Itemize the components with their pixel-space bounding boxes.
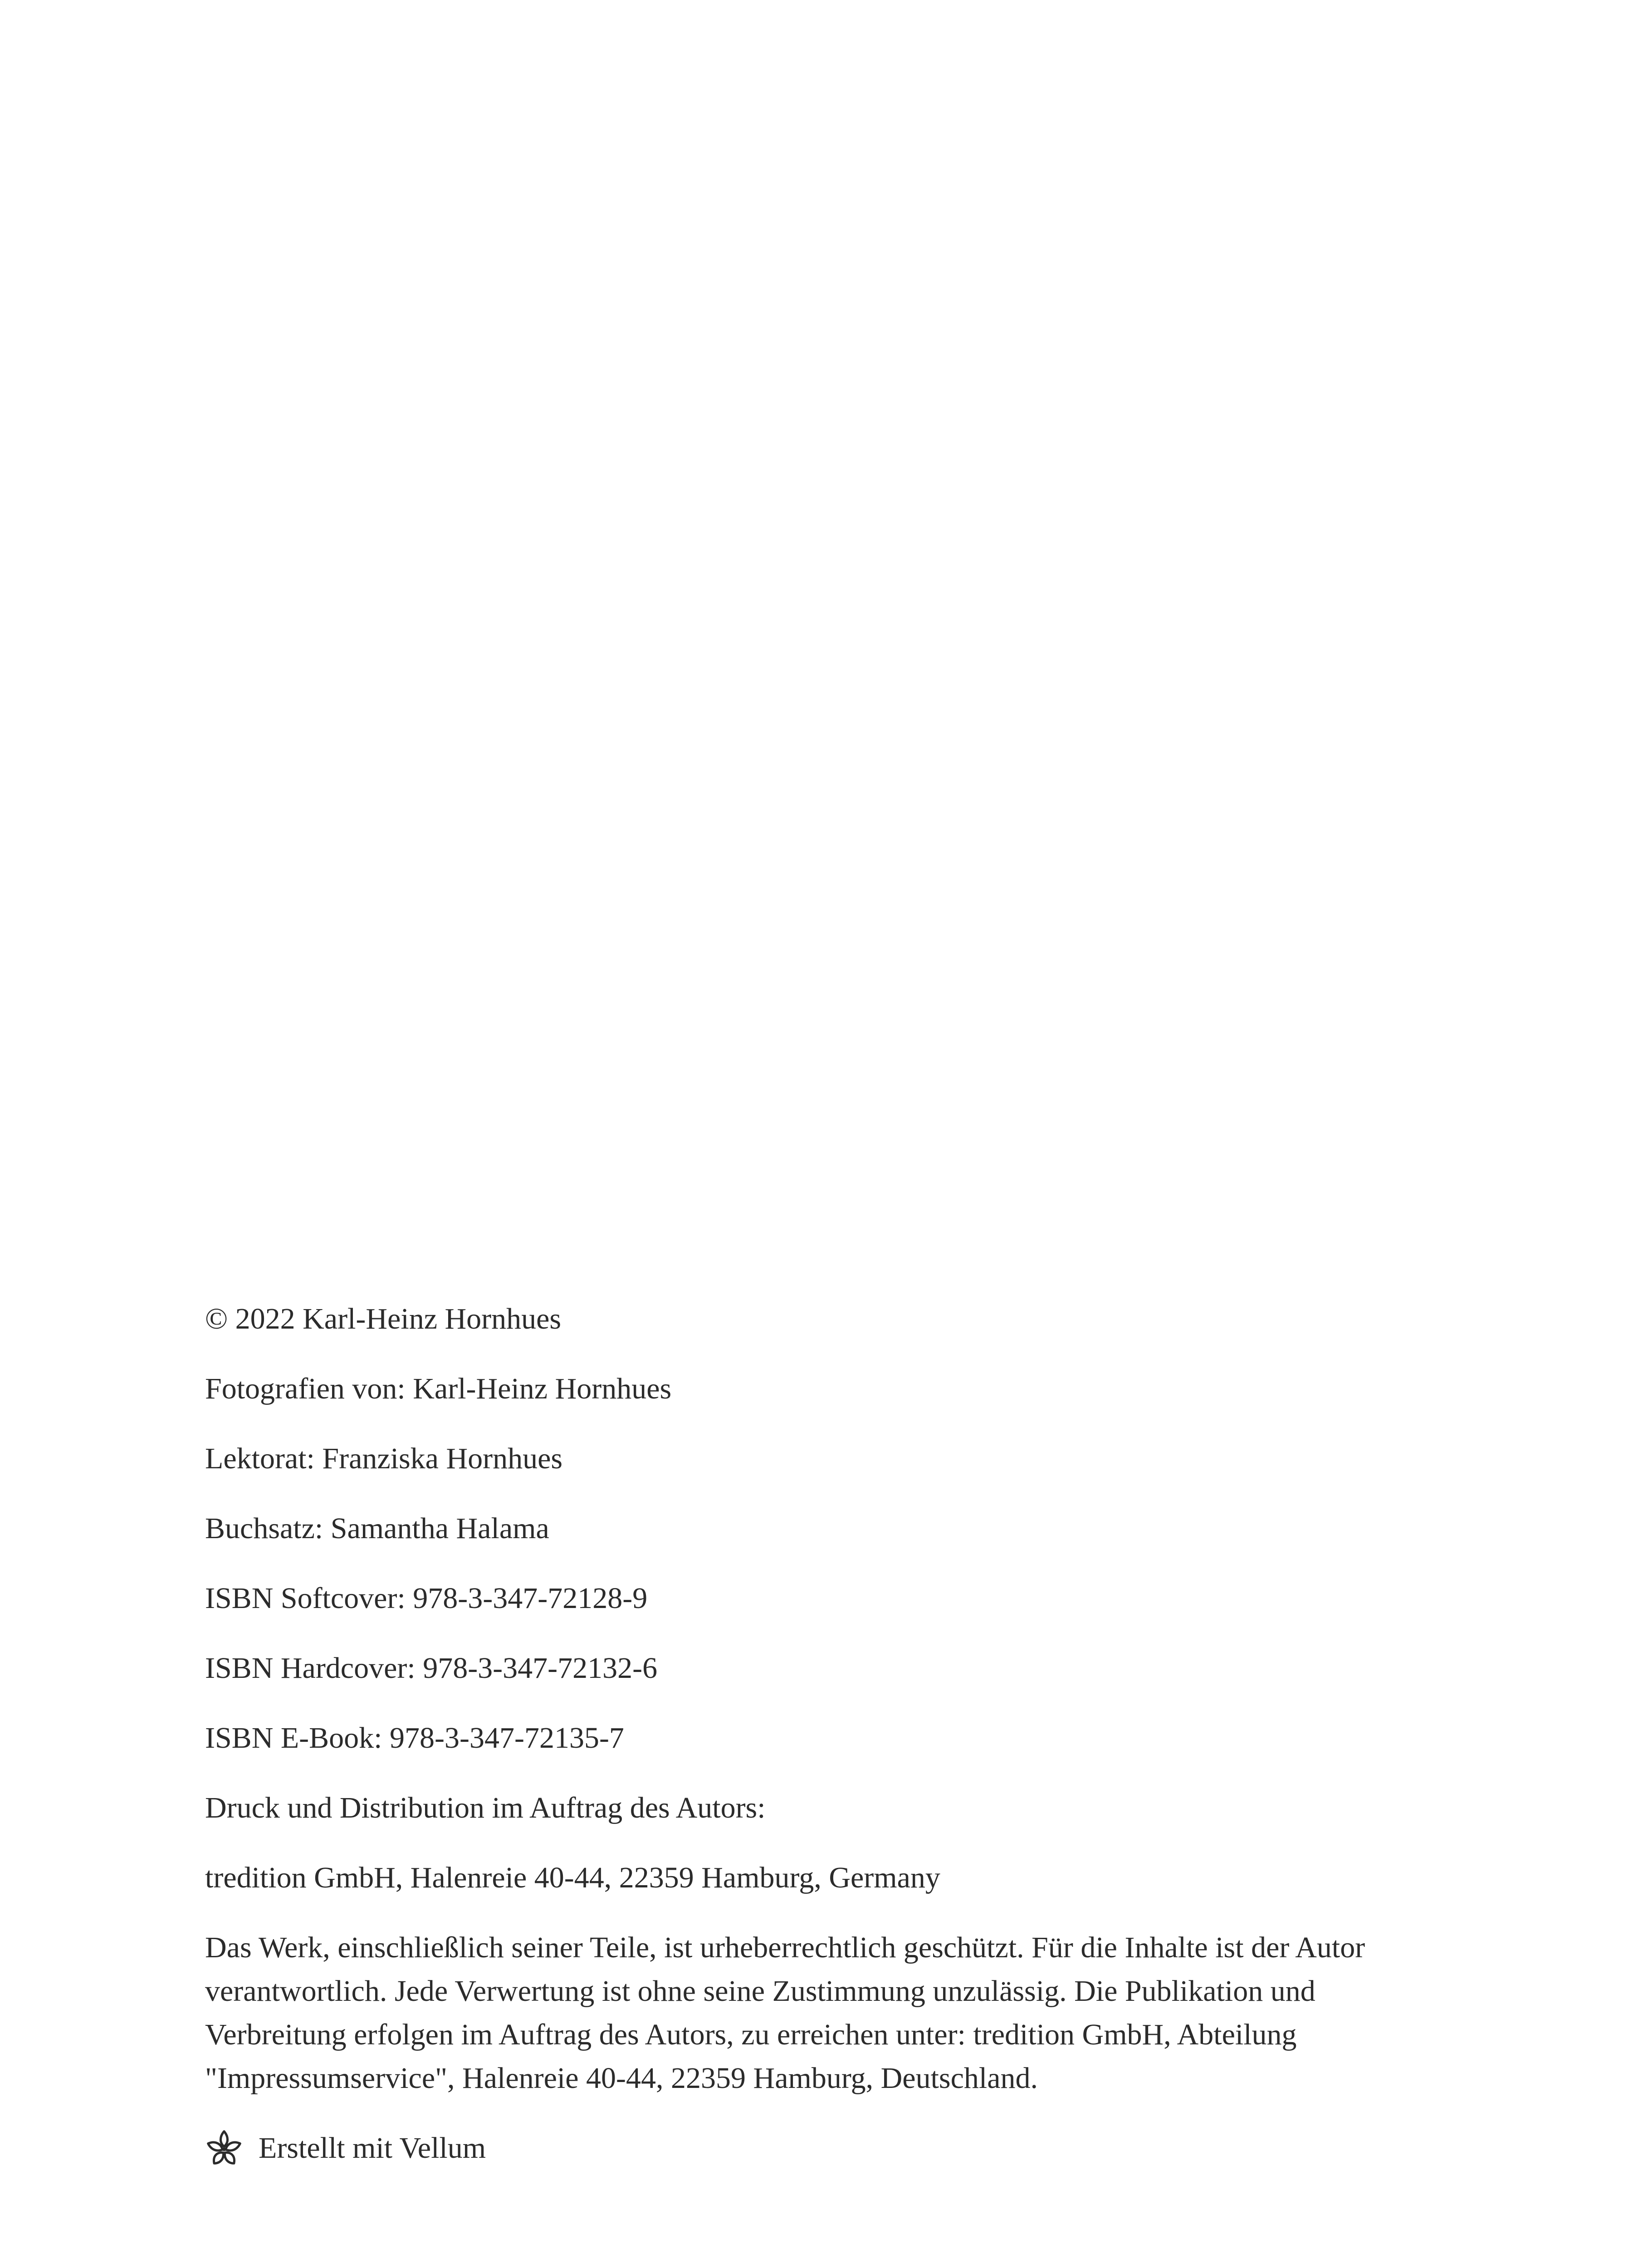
editing-credit: Lektorat: Franziska Hornhues	[205, 1442, 563, 1475]
typesetting-credit: Buchsatz: Samantha Halama	[205, 1512, 549, 1545]
isbn-softcover: ISBN Softcover: 978-3-347-72128-9	[205, 1582, 648, 1615]
print-distribution-line: Druck und Distribution im Auftrag des Autors:	[205, 1791, 766, 1824]
isbn-ebook: ISBN E-Book: 978-3-347-72135-7	[205, 1721, 624, 1755]
photos-credit: Fotografien von: Karl-Heinz Hornhues	[205, 1372, 672, 1405]
imprint-block	[205, 1297, 1430, 2196]
created-with-vellum	[205, 2126, 1430, 2170]
legal-notice: Das Werk, einschließlich seiner Teile, ist urheberrechtlich geschützt. Für die Inhalte ist der Autor verantwortlich. Jede Verwertung ist ohne seine Zustimmung unzulässig. Die Publikation und Verbreitung erfolgen im Auftrag des Autors, zu erreichen unter: tredition GmbH, Abteilung "Impressumservice", Halenreie 40-44, 22359 Hamburg, Deutschland.	[205, 1931, 1365, 2095]
copyright-line: © 2022 Karl-Heinz Hornhues	[205, 1302, 562, 1335]
isbn-hardcover: ISBN Hardcover: 978-3-347-72132-6	[205, 1652, 658, 1685]
created-with-label: Erstellt mit Vellum	[259, 2131, 486, 2165]
publisher-address: tredition GmbH, Halenreie 40-44, 22359 Hamburg, Germany	[205, 1861, 940, 1894]
vellum-flower-icon	[205, 2128, 243, 2166]
